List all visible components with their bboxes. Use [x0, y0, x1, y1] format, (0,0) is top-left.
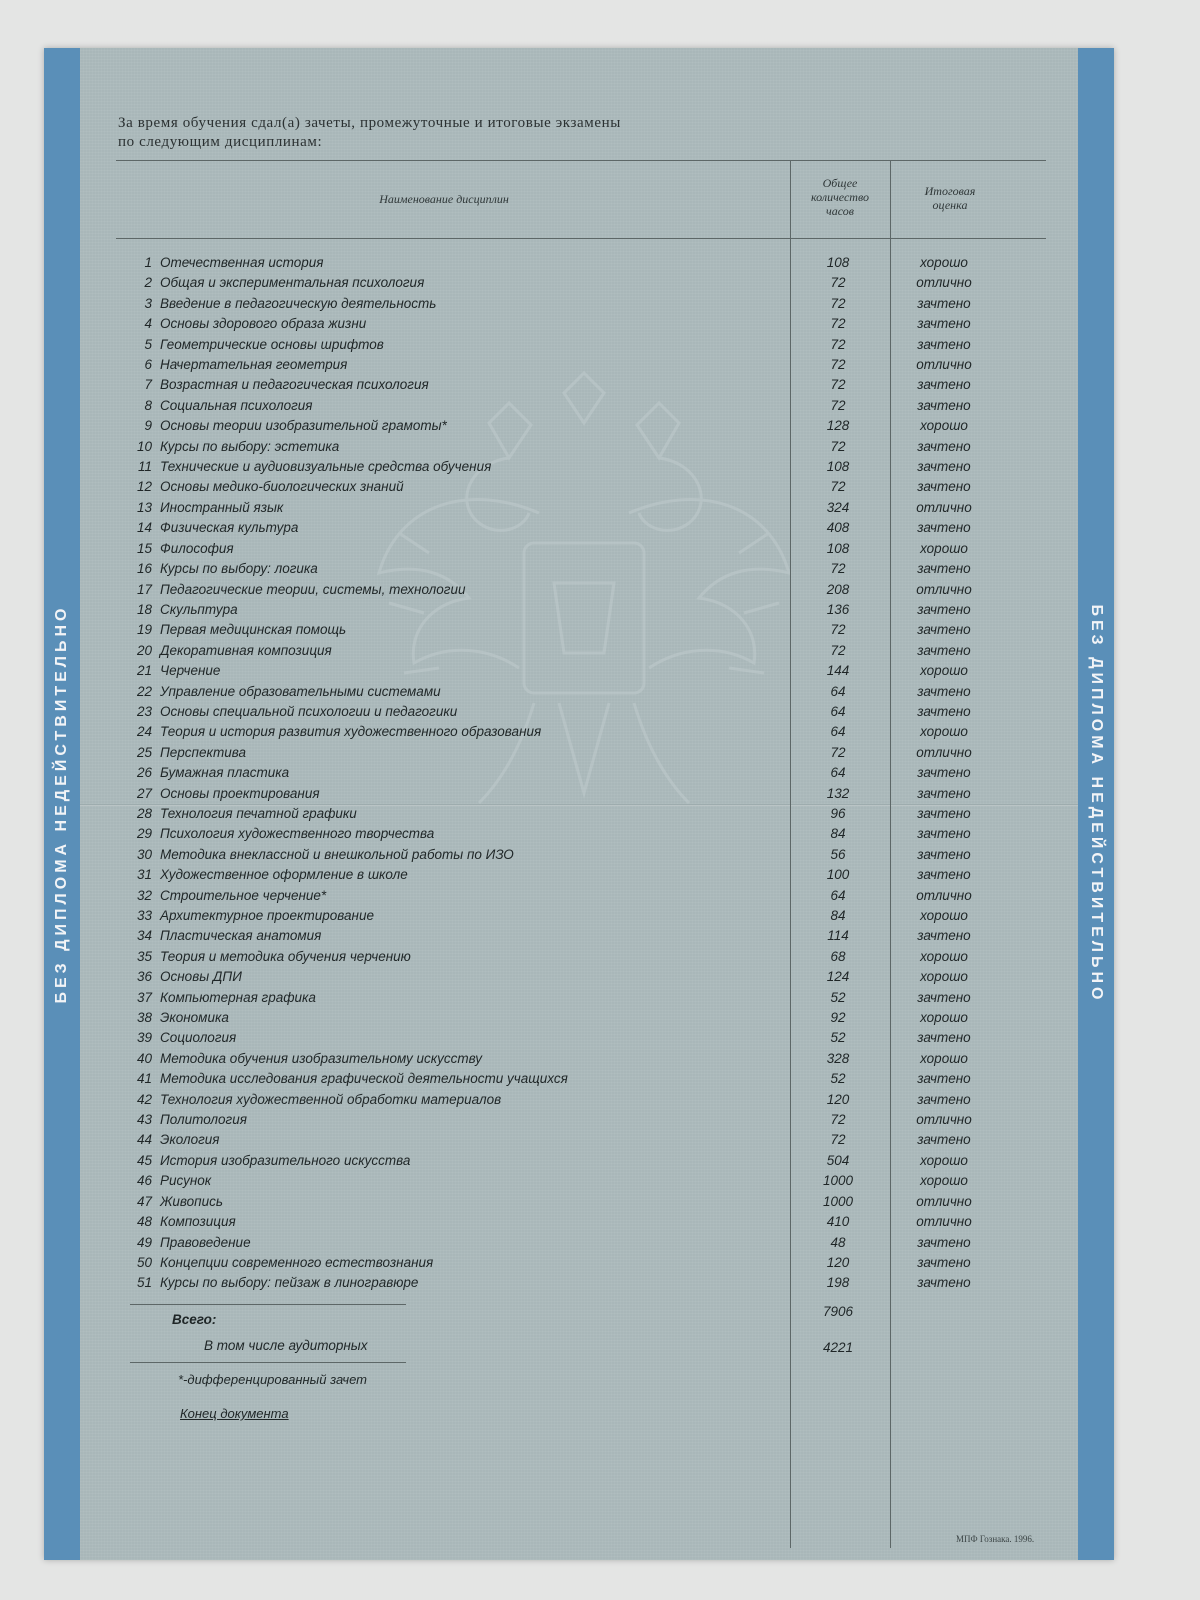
totals-bottom-rule	[130, 1362, 406, 1363]
row-number: 31	[136, 867, 152, 883]
discipline-grade: зачтено	[917, 336, 971, 352]
discipline-name: Управление образовательными системами	[160, 683, 441, 699]
discipline-hours: 64	[830, 683, 846, 699]
row-number: 39	[136, 1030, 152, 1046]
discipline-hours: 1000	[822, 1193, 854, 1209]
row-number: 8	[144, 397, 152, 413]
table-row	[44, 601, 1114, 620]
row-number: 38	[136, 1010, 152, 1026]
header-final-grade	[900, 184, 1000, 212]
row-number: 23	[136, 703, 152, 719]
table-row	[44, 1131, 1114, 1150]
row-number: 15	[136, 540, 152, 556]
table-row	[44, 968, 1114, 987]
discipline-hours: 128	[826, 418, 850, 434]
discipline-grade: отлично	[916, 1214, 972, 1230]
intro-text	[118, 114, 818, 152]
discipline-name: Возрастная и педагогическая психология	[160, 377, 429, 393]
discipline-grade: зачтено	[917, 459, 971, 475]
discipline-grade: зачтено	[917, 642, 971, 658]
discipline-hours: 410	[826, 1214, 850, 1230]
table-row	[44, 948, 1114, 967]
discipline-name: Экология	[160, 1132, 220, 1148]
table-row	[44, 336, 1114, 355]
discipline-grade: отлично	[916, 357, 972, 373]
discipline-grade: хорошо	[920, 1173, 968, 1189]
header-discipline-name: Наименование дисциплин	[379, 192, 509, 206]
row-number: 49	[136, 1234, 152, 1250]
table-row	[44, 295, 1114, 314]
discipline-grade: зачтено	[917, 683, 971, 699]
discipline-name: Основы проектирования	[160, 785, 320, 801]
table-row	[44, 560, 1114, 579]
discipline-hours: 136	[826, 601, 850, 617]
auditory-hours-label: В том числе аудиторных	[204, 1338, 368, 1353]
discipline-hours: 108	[826, 255, 850, 270]
discipline-hours: 72	[830, 744, 846, 760]
totals-top-rule	[130, 1304, 406, 1305]
row-number: 36	[136, 969, 152, 985]
total-hours-value: 7906	[822, 1304, 854, 1319]
row-number: 21	[136, 663, 152, 679]
discipline-grade: хорошо	[920, 663, 968, 679]
discipline-grade: зачтено	[917, 846, 971, 862]
discipline-hours: 72	[830, 316, 846, 332]
row-number: 4	[144, 316, 152, 332]
row-number: 1	[144, 255, 152, 270]
discipline-hours: 328	[826, 1050, 850, 1066]
discipline-grade: хорошо	[920, 540, 968, 556]
header-total-hours	[794, 176, 886, 218]
table-row	[44, 846, 1114, 865]
row-number: 32	[136, 887, 152, 903]
table-row	[44, 1274, 1114, 1293]
total-label: Всего:	[172, 1312, 217, 1327]
discipline-name: Пластическая анатомия	[160, 928, 322, 944]
discipline-grade: отлично	[916, 744, 972, 760]
stripe-warning-text-right: БЕЗ ДИПЛОМА НЕДЕЙСТВИТЕЛЬНО	[1088, 604, 1105, 1004]
discipline-grade: зачтено	[917, 867, 971, 883]
row-number: 28	[136, 805, 152, 821]
table-row	[44, 683, 1114, 702]
table-row	[44, 703, 1114, 722]
row-number: 48	[136, 1214, 152, 1230]
discipline-grade: зачтено	[917, 703, 971, 719]
discipline-hours: 324	[826, 499, 850, 515]
table-row	[44, 356, 1114, 375]
discipline-name: Первая медицинская помощь	[160, 622, 347, 638]
discipline-hours: 72	[830, 336, 846, 352]
discipline-grade: хорошо	[920, 1010, 968, 1026]
discipline-grade: зачтено	[917, 316, 971, 332]
row-number: 50	[136, 1254, 152, 1270]
printer-imprint: МПФ Гознака. 1996.	[956, 1534, 1035, 1544]
row-number: 17	[136, 581, 152, 597]
row-number: 6	[144, 357, 152, 373]
discipline-hours: 72	[830, 397, 846, 413]
diploma-supplement-sheet	[44, 48, 1114, 1560]
discipline-name: Курсы по выбору: логика	[160, 561, 318, 577]
table-row	[44, 662, 1114, 681]
discipline-grade: зачтено	[917, 928, 971, 944]
header-hours-line-1: Общее	[822, 176, 858, 190]
row-number: 45	[136, 1152, 152, 1168]
table-row	[44, 1172, 1114, 1191]
row-number: 40	[136, 1050, 152, 1066]
discipline-name: Основы медико-биологических знаний	[160, 479, 404, 495]
discipline-name: Методика обучения изобразительному искусству	[160, 1050, 483, 1066]
discipline-hours: 84	[830, 908, 846, 923]
discipline-grade: зачтено	[917, 479, 971, 495]
discipline-grade: зачтено	[917, 397, 971, 413]
table-row	[44, 927, 1114, 946]
discipline-grade: отлично	[916, 581, 972, 597]
discipline-grade: зачтено	[917, 1071, 971, 1087]
row-number: 19	[136, 622, 152, 638]
discipline-grade: зачтено	[917, 1254, 971, 1270]
discipline-grade: отлично	[916, 887, 972, 903]
table-row	[44, 1009, 1114, 1028]
discipline-name: Строительное черчение*	[160, 887, 327, 903]
row-number: 7	[144, 377, 152, 393]
disciplines-table-body	[44, 254, 1114, 1294]
table-row	[44, 785, 1114, 804]
discipline-grade: зачтено	[917, 561, 971, 577]
discipline-hours: 72	[830, 438, 846, 454]
discipline-grade: зачтено	[917, 805, 971, 821]
discipline-name: Основы теории изобразительной грамоты*	[160, 418, 447, 434]
table-row	[44, 397, 1114, 416]
discipline-hours: 72	[830, 561, 846, 577]
table-header-rule	[116, 238, 1046, 239]
discipline-hours: 96	[830, 805, 846, 821]
discipline-name: Декоративная композиция	[160, 642, 332, 658]
discipline-name: Физическая культура	[160, 520, 299, 536]
discipline-grade: хорошо	[920, 948, 968, 964]
row-number: 9	[144, 418, 152, 434]
footnote-differentiated-credit: *-дифференцированный зачет	[178, 1372, 367, 1387]
discipline-grade: отлично	[916, 1112, 972, 1128]
row-number: 18	[136, 601, 152, 617]
discipline-name: Геометрические основы шрифтов	[160, 336, 384, 352]
row-number: 47	[136, 1193, 152, 1209]
discipline-name: Философия	[160, 540, 234, 556]
discipline-name: Социальная психология	[160, 397, 313, 413]
discipline-grade: хорошо	[920, 418, 968, 434]
row-number: 51	[136, 1275, 152, 1291]
discipline-hours: 84	[830, 826, 846, 842]
table-row	[44, 1254, 1114, 1273]
table-row	[44, 887, 1114, 906]
row-number: 11	[137, 459, 152, 475]
discipline-name: Политология	[160, 1112, 247, 1128]
table-row	[44, 621, 1114, 640]
discipline-hours: 64	[830, 765, 846, 781]
discipline-hours: 56	[830, 846, 846, 862]
discipline-hours: 114	[827, 928, 849, 944]
discipline-name: Композиция	[160, 1214, 236, 1230]
table-row	[44, 1111, 1114, 1130]
stripe-warning-text-left: БЕЗ ДИПЛОМА НЕДЕЙСТВИТЕЛЬНО	[53, 604, 70, 1004]
discipline-name: Концепции современного естествознания	[160, 1254, 434, 1270]
row-number: 20	[136, 642, 152, 658]
discipline-grade: зачтено	[917, 765, 971, 781]
discipline-hours: 208	[826, 581, 850, 597]
discipline-grade: зачтено	[917, 601, 971, 617]
discipline-name: Общая и экспериментальная психология	[160, 275, 425, 291]
discipline-name: Скульптура	[160, 601, 238, 617]
discipline-hours: 124	[826, 969, 850, 985]
discipline-grade: зачтено	[917, 622, 971, 638]
table-row	[44, 1070, 1114, 1089]
table-row	[44, 642, 1114, 661]
table-row	[44, 866, 1114, 885]
table-row	[44, 1193, 1114, 1212]
discipline-hours: 198	[826, 1275, 850, 1291]
discipline-name: Отечественная история	[160, 255, 324, 270]
discipline-hours: 72	[830, 1132, 846, 1148]
discipline-name: Основы ДПИ	[160, 969, 242, 985]
discipline-grade: хорошо	[920, 1152, 968, 1168]
discipline-hours: 92	[830, 1010, 846, 1026]
discipline-hours: 52	[830, 989, 846, 1005]
intro-line-2: по следующим дисциплинам:	[118, 134, 323, 150]
discipline-hours: 72	[830, 479, 846, 495]
discipline-name: Технология печатной графики	[160, 805, 357, 821]
intro-line-1: За время обучения сдал(а) зачеты, промежуточные и итоговые экзамены	[118, 115, 621, 131]
table-row	[44, 723, 1114, 742]
discipline-name: Живопись	[160, 1193, 223, 1209]
header-grade-line-1: Итоговая	[924, 184, 976, 198]
row-number: 42	[136, 1091, 152, 1107]
discipline-hours: 68	[830, 948, 846, 964]
discipline-hours: 144	[826, 663, 850, 679]
table-row	[44, 825, 1114, 844]
table-row	[44, 274, 1114, 293]
row-number: 22	[136, 683, 152, 699]
discipline-name: Рисунок	[160, 1173, 212, 1189]
discipline-name: Компьютерная графика	[160, 989, 316, 1005]
discipline-hours: 72	[830, 642, 846, 658]
discipline-hours: 108	[826, 459, 850, 475]
row-number: 25	[136, 744, 152, 760]
row-number: 41	[136, 1071, 152, 1087]
row-number: 5	[144, 336, 152, 352]
discipline-hours: 72	[830, 295, 846, 311]
discipline-grade: хорошо	[920, 969, 968, 985]
discipline-name: Архитектурное проектирование	[160, 908, 374, 923]
table-row	[44, 581, 1114, 600]
header-hours-line-2: количество	[810, 190, 870, 204]
discipline-hours: 64	[830, 703, 846, 719]
table-row	[44, 1029, 1114, 1048]
discipline-name: Методика исследования графической деятельности учащихся	[160, 1071, 568, 1087]
discipline-hours: 1000	[822, 1173, 854, 1189]
row-number: 14	[136, 520, 152, 536]
discipline-name: Теория и история развития художественного образования	[160, 724, 542, 740]
discipline-name: Методика внеклассной и внешкольной работы по ИЗО	[160, 846, 514, 862]
row-number: 27	[136, 785, 152, 801]
discipline-name: Иностранный язык	[160, 499, 284, 515]
table-row	[44, 376, 1114, 395]
table-row	[44, 1091, 1114, 1110]
discipline-grade: отлично	[916, 1193, 972, 1209]
discipline-hours: 72	[830, 622, 846, 638]
table-top-rule	[116, 160, 1046, 161]
row-number: 16	[136, 561, 152, 577]
discipline-name: Введение в педагогическую деятельность	[160, 295, 437, 311]
discipline-name: Психология художественного творчества	[160, 826, 435, 842]
row-number: 30	[136, 846, 152, 862]
table-row	[44, 478, 1114, 497]
discipline-hours: 72	[830, 275, 846, 291]
table-row	[44, 540, 1114, 559]
auditory-hours-value: 4221	[822, 1340, 854, 1355]
discipline-hours: 64	[830, 887, 846, 903]
discipline-name: Технические и аудиовизуальные средства обучения	[160, 459, 492, 475]
table-row	[44, 1050, 1114, 1069]
discipline-name: Основы здорового образа жизни	[160, 316, 367, 332]
row-number: 2	[144, 275, 152, 291]
discipline-hours: 52	[830, 1071, 846, 1087]
discipline-hours: 48	[830, 1234, 846, 1250]
table-row	[44, 1152, 1114, 1171]
header-grade-line-2: оценка	[932, 198, 968, 212]
discipline-hours: 72	[830, 357, 846, 373]
discipline-grade: отлично	[916, 275, 972, 291]
table-row	[44, 764, 1114, 783]
table-row	[44, 1213, 1114, 1232]
discipline-name: Курсы по выбору: пейзаж в линогравюре	[160, 1275, 419, 1291]
table-row	[44, 438, 1114, 457]
discipline-grade: отлично	[916, 499, 972, 515]
table-row	[44, 315, 1114, 334]
discipline-grade: хорошо	[920, 908, 968, 923]
discipline-hours: 72	[830, 377, 846, 393]
discipline-grade: зачтено	[917, 520, 971, 536]
table-row	[44, 744, 1114, 763]
discipline-name: Художественное оформление в школе	[160, 867, 408, 883]
discipline-name: Бумажная пластика	[160, 765, 290, 781]
discipline-name: Экономика	[160, 1010, 229, 1026]
discipline-hours: 408	[826, 520, 850, 536]
table-row	[44, 519, 1114, 538]
discipline-grade: хорошо	[920, 255, 968, 270]
discipline-name: Начертательная геометрия	[160, 357, 348, 373]
row-number: 26	[136, 765, 152, 781]
discipline-grade: зачтено	[917, 989, 971, 1005]
discipline-hours: 132	[826, 785, 850, 801]
discipline-name: Черчение	[160, 663, 221, 679]
row-number: 44	[136, 1132, 152, 1148]
discipline-grade: зачтено	[917, 1234, 971, 1250]
discipline-hours: 100	[826, 867, 850, 883]
row-number: 33	[136, 908, 152, 923]
table-row	[44, 907, 1114, 926]
discipline-name: Перспектива	[160, 744, 247, 760]
row-number: 43	[136, 1112, 152, 1128]
discipline-name: Технология художественной обработки материалов	[160, 1091, 502, 1107]
row-number: 34	[136, 928, 152, 944]
discipline-grade: зачтено	[917, 295, 971, 311]
table-row	[44, 805, 1114, 824]
discipline-hours: 504	[826, 1152, 850, 1168]
discipline-grade: зачтено	[917, 1132, 971, 1148]
discipline-grade: зачтено	[917, 1091, 971, 1107]
discipline-name: Педагогические теории, системы, технологии	[160, 581, 466, 597]
end-of-document-text: Конец документа	[180, 1406, 289, 1421]
row-number: 29	[136, 826, 152, 842]
discipline-hours: 72	[830, 1112, 846, 1128]
discipline-grade: зачтено	[917, 438, 971, 454]
row-number: 46	[136, 1173, 152, 1189]
discipline-hours: 108	[826, 540, 850, 556]
discipline-name: Правоведение	[160, 1234, 251, 1250]
discipline-hours: 120	[826, 1091, 850, 1107]
row-number: 37	[136, 989, 152, 1005]
row-number: 13	[136, 499, 152, 515]
table-row	[44, 499, 1114, 518]
discipline-hours: 120	[826, 1254, 850, 1270]
discipline-grade: зачтено	[917, 826, 971, 842]
discipline-name: Курсы по выбору: эстетика	[160, 438, 340, 454]
discipline-grade: зачтено	[917, 1030, 971, 1046]
discipline-hours: 52	[830, 1030, 846, 1046]
table-row	[44, 417, 1114, 436]
row-number: 10	[136, 438, 152, 454]
row-number: 35	[136, 948, 152, 964]
header-hours-line-3: часов	[826, 204, 854, 218]
row-number: 3	[144, 295, 152, 311]
discipline-grade: зачтено	[917, 1275, 971, 1291]
discipline-grade: хорошо	[920, 1050, 968, 1066]
row-number: 12	[136, 479, 152, 495]
discipline-name: Основы специальной психологии и педагогики	[160, 703, 458, 719]
discipline-name: Теория и методика обучения черчению	[160, 948, 411, 964]
discipline-name: История изобразительного искусства	[160, 1152, 411, 1168]
discipline-grade: зачтено	[917, 377, 971, 393]
table-row	[44, 989, 1114, 1008]
row-number: 24	[136, 724, 152, 740]
discipline-hours: 64	[830, 724, 846, 740]
discipline-name: Социология	[160, 1030, 237, 1046]
table-row	[44, 1234, 1114, 1253]
table-row	[44, 254, 1114, 273]
discipline-grade: хорошо	[920, 724, 968, 740]
table-row	[44, 458, 1114, 477]
discipline-grade: зачтено	[917, 785, 971, 801]
